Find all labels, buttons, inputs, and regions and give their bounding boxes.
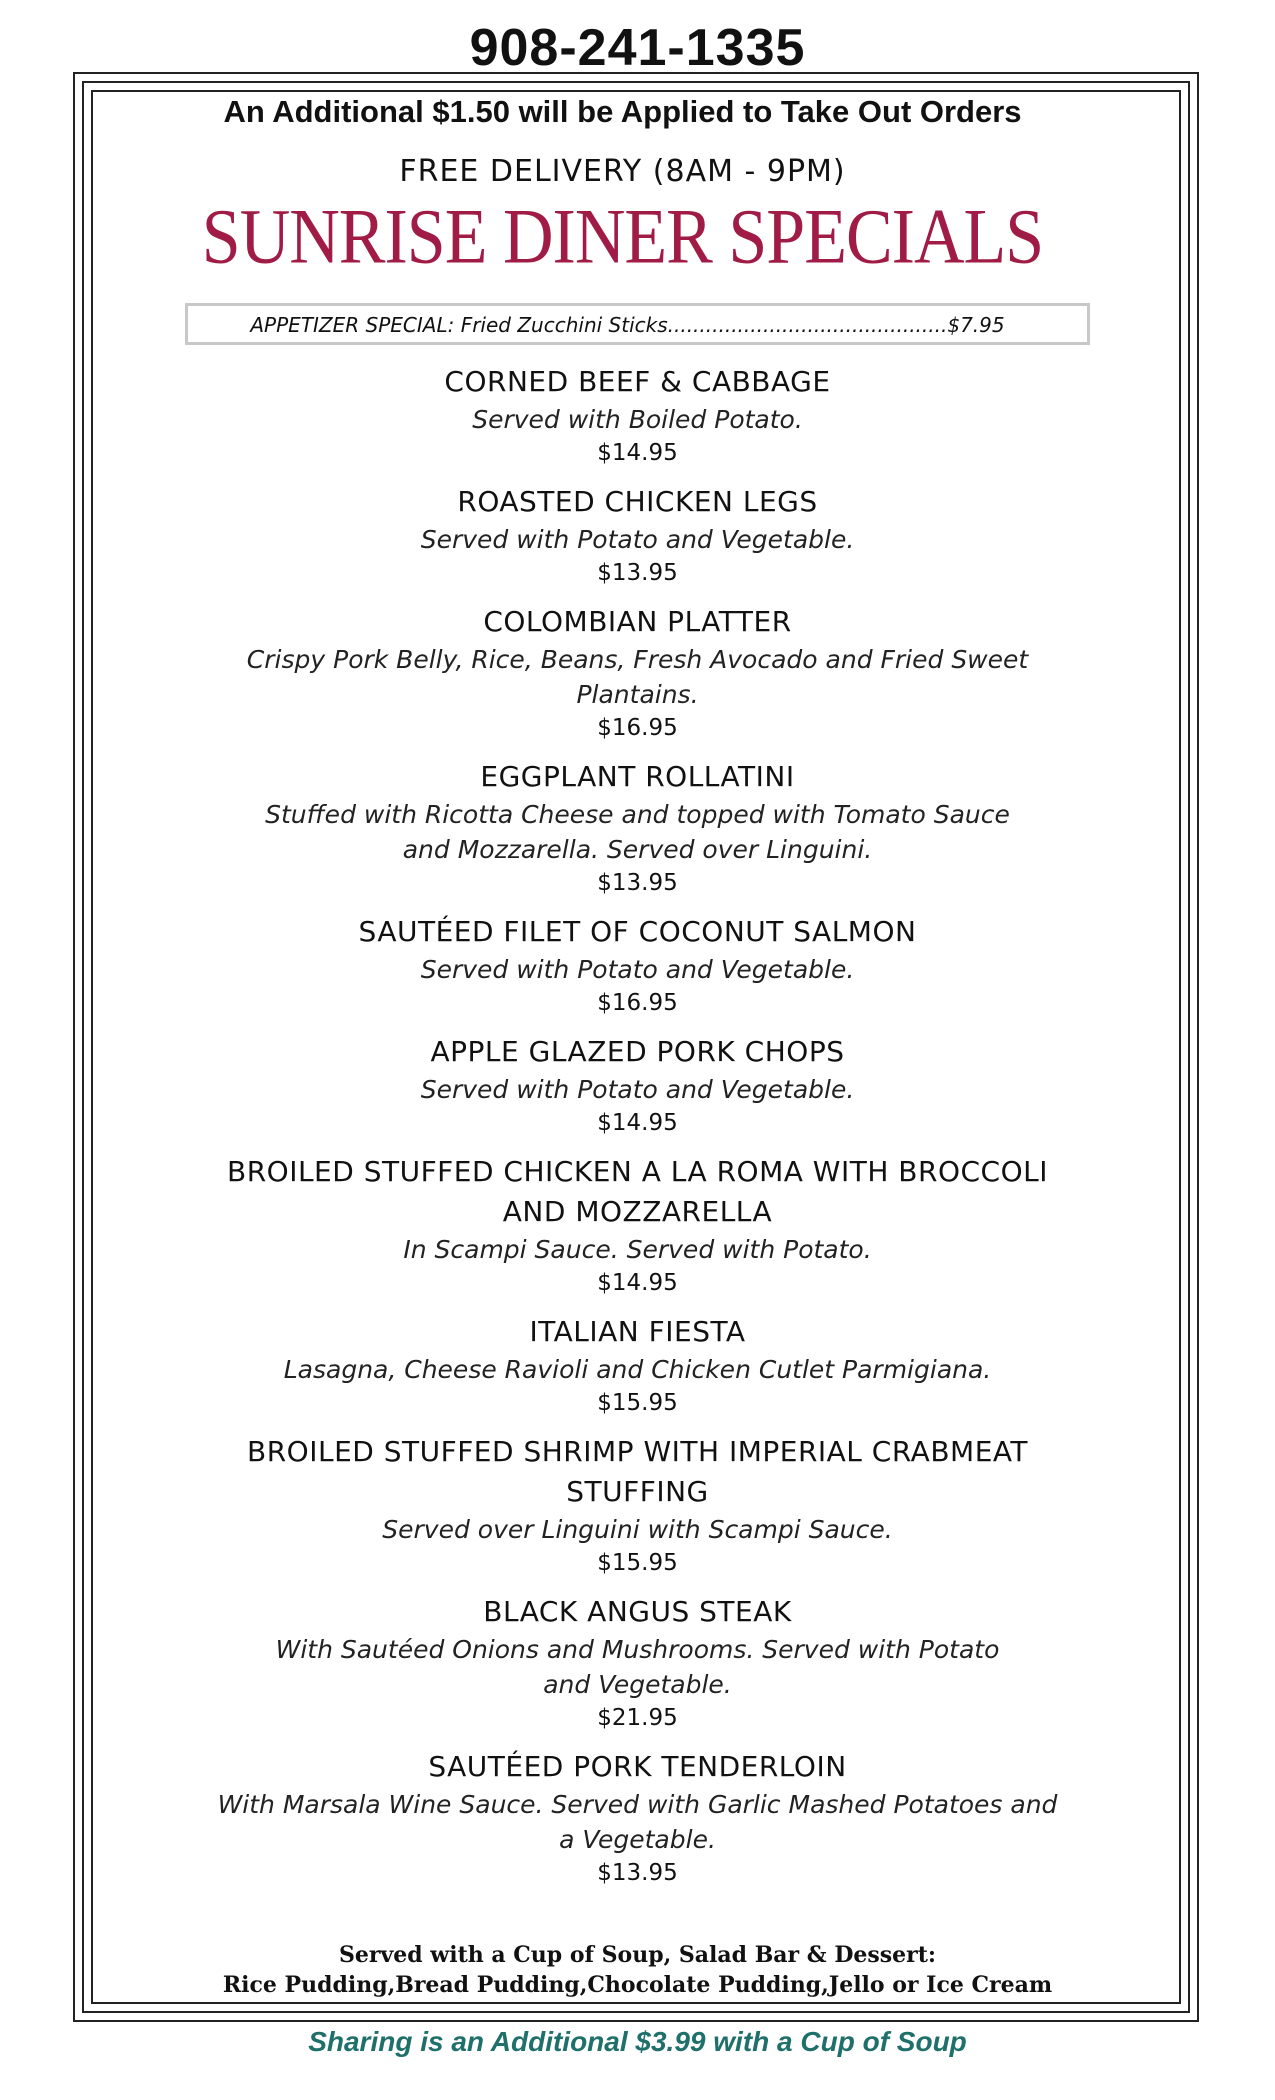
sharing-note: Sharing is an Additional $3.99 with a Cup of Soup <box>308 2026 967 2057</box>
menu-item-price: $15.95 <box>597 1550 678 1576</box>
menu-item <box>190 912 1085 1020</box>
menu-item-price: $13.95 <box>597 560 678 586</box>
menu-item-description: In Scampi Sauce. Served with Potato. <box>403 1235 872 1264</box>
menu-item-description: With Marsala Wine Sauce. Served with Garlic Mashed Potatoes and a Vegetable. <box>217 1790 1058 1854</box>
menu-item-name: COLOMBIAN PLATTER <box>483 605 792 638</box>
menu-item-description: Served with Boiled Potato. <box>472 405 803 434</box>
menu-item-description: Crispy Pork Belly, Rice, Beans, Fresh Avocado and Fried Sweet Plantains. <box>246 645 1029 709</box>
menu-item <box>190 1432 1085 1580</box>
menu-item <box>190 757 1085 900</box>
takeout-note: An Additional $1.50 will be Applied to Take Out Orders <box>223 94 1022 129</box>
menu-item-description: Stuffed with Ricotta Cheese and topped with Tomato Sauce and Mozzarella. Served over Linguini. <box>265 800 1010 864</box>
appetizer-special-box <box>185 303 1090 345</box>
menu-item <box>190 1152 1085 1300</box>
menu-item-description: Served with Potato and Vegetable. <box>420 955 855 984</box>
phone-number: 908-241-1335 <box>469 19 806 77</box>
menu-item-price: $16.95 <box>597 715 678 741</box>
menu-item-price: $13.95 <box>597 870 678 896</box>
menu-item-price: $21.95 <box>597 1705 678 1731</box>
menu-item-name: SAUTÉED PORK TENDERLOIN <box>428 1750 847 1783</box>
menu-item-name: APPLE GLAZED PORK CHOPS <box>430 1035 845 1068</box>
appetizer-special-label: APPETIZER SPECIAL: Fried Zucchini Sticks............................................$7.95 <box>250 313 1005 337</box>
menu-item-name: BROILED STUFFED CHICKEN A LA ROMA WITH BROCCOLI AND MOZZARELLA <box>226 1155 1049 1228</box>
served-with-note: Served with a Cup of Soup, Salad Bar & Dessert: <box>338 1942 937 1968</box>
menu-item-description: Served with Potato and Vegetable. <box>420 525 855 554</box>
menu-item-name: EGGPLANT ROLLATINI <box>480 760 795 793</box>
menu-item-name: BROILED STUFFED SHRIMP WITH IMPERIAL CRABMEAT STUFFING <box>247 1435 1028 1508</box>
menu-item <box>190 1747 1085 1890</box>
menu-item-description: Served with Potato and Vegetable. <box>420 1075 855 1104</box>
menu-title: SUNRISE DINER SPECIALS <box>201 194 1044 281</box>
menu-item-name: BLACK ANGUS STEAK <box>483 1595 792 1628</box>
menu-item <box>190 1592 1085 1735</box>
delivery-note: FREE DELIVERY (8AM - 9PM) <box>399 154 846 189</box>
menu-item <box>190 482 1085 590</box>
menu-item <box>190 602 1085 745</box>
menu-item <box>190 1312 1085 1420</box>
specials-list <box>190 362 1085 1902</box>
menu-item-description: Served over Linguini with Scampi Sauce. <box>382 1515 893 1544</box>
menu-item-description: With Sautéed Onions and Mushrooms. Served with Potato and Vegetable. <box>275 1635 1000 1699</box>
menu-item-name: ITALIAN FIESTA <box>529 1315 746 1348</box>
menu-item-name: SAUTÉED FILET OF COCONUT SALMON <box>358 915 917 948</box>
menu-item <box>190 362 1085 470</box>
menu-item-description: Lasagna, Cheese Ravioli and Chicken Cutlet Parmigiana. <box>283 1355 992 1384</box>
menu-item-price: $15.95 <box>597 1390 678 1416</box>
menu-item-price: $14.95 <box>597 1270 678 1296</box>
menu-item-name: ROASTED CHICKEN LEGS <box>457 485 818 518</box>
menu-item-name: CORNED BEEF & CABBAGE <box>444 365 831 398</box>
menu-item-price: $16.95 <box>597 990 678 1016</box>
menu-item-price: $14.95 <box>597 440 678 466</box>
menu-item-price: $14.95 <box>597 1110 678 1136</box>
menu-item <box>190 1032 1085 1140</box>
menu-item-price: $13.95 <box>597 1860 678 1886</box>
dessert-options: Rice Pudding,Bread Pudding,Chocolate Pudding,Jello or Ice Cream <box>222 1972 1053 1998</box>
